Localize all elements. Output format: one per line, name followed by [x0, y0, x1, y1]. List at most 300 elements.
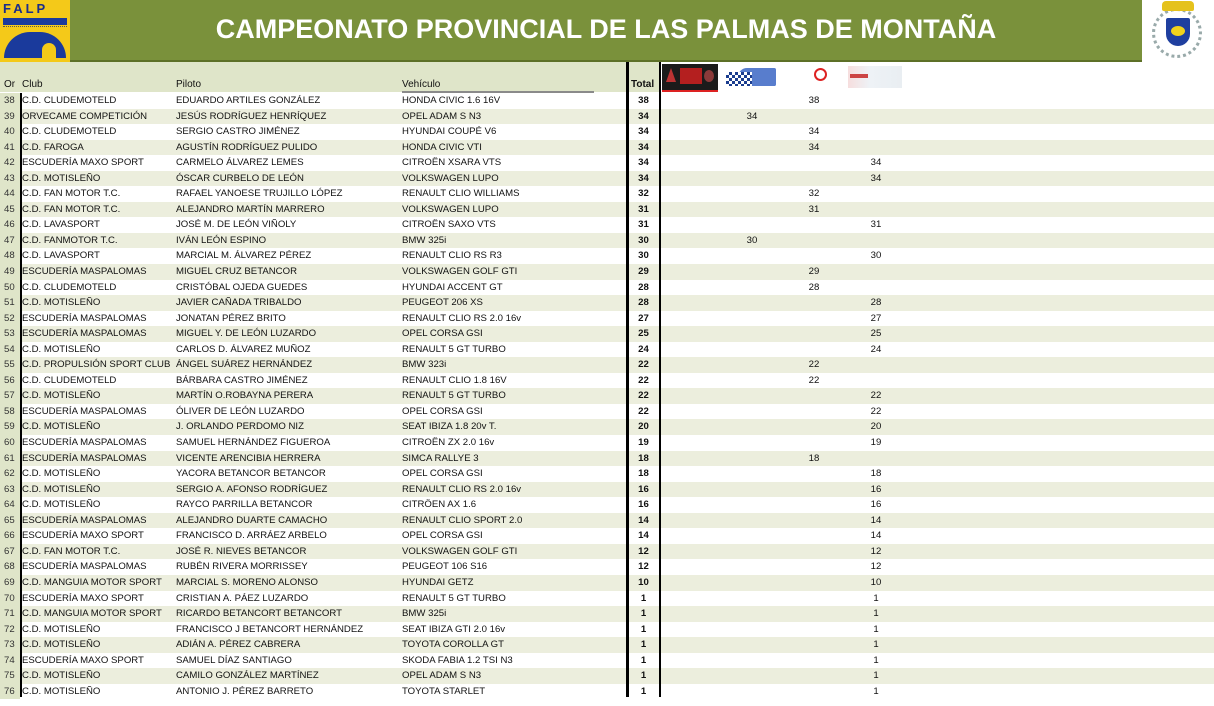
position-cell: 43 — [4, 172, 15, 184]
club-cell: C.D. FANMOTOR T.C. — [22, 234, 118, 246]
event-4-points-cell: 18 — [870, 468, 882, 480]
club-cell: C.D. MOTISLEÑO — [22, 483, 101, 495]
total-cell: 38 — [638, 95, 649, 106]
vehiculo-cell: RENAULT CLIO WILLIAMS — [402, 188, 520, 200]
position-cell: 71 — [4, 608, 15, 620]
vehiculo-cell: SKODA FABIA 1.2 TSI N3 — [402, 654, 513, 666]
event-4-points-cell: 1 — [873, 685, 879, 697]
piloto-cell: JOSÉ M. DE LEÓN VIÑOLY — [176, 219, 297, 231]
col-header-piloto: Piloto — [176, 79, 202, 90]
position-cell: 53 — [4, 328, 15, 340]
vehiculo-cell: HYUNDAI ACCENT GT — [402, 281, 503, 293]
club-cell: C.D. CLUDEMOTELD — [22, 126, 117, 138]
vehiculo-cell: SEAT IBIZA 1.8 20v T. — [402, 421, 497, 433]
position-cell: 55 — [4, 359, 15, 371]
event-4-points-cell: 19 — [870, 437, 882, 449]
position-cell: 76 — [4, 685, 15, 697]
piloto-cell: JONATAN PÉREZ BRITO — [176, 312, 286, 324]
table-row — [0, 155, 1214, 171]
piloto-cell: YACORA BETANCOR BETANCOR — [176, 468, 326, 480]
total-cell: 1 — [640, 685, 647, 697]
vehiculo-cell: BMW 323i — [402, 359, 447, 371]
piloto-cell: SERGIO A. AFONSO RODRÍGUEZ — [176, 483, 328, 495]
position-cell: 51 — [4, 297, 15, 309]
total-column-right-border — [659, 62, 661, 697]
col-header-vehiculo: Vehículo — [402, 79, 441, 90]
piloto-cell: JESÚS RODRÍGUEZ HENRÍQUEZ — [176, 110, 327, 122]
total-cell: 22 — [638, 390, 649, 402]
vehiculo-cell: OPEL ADAM S N3 — [402, 670, 482, 682]
event-4-points-cell: 1 — [873, 608, 879, 620]
total-cell: 31 — [638, 219, 649, 231]
checkered-flag-icon — [726, 72, 752, 86]
event-4-points-cell: 31 — [870, 219, 882, 231]
total-cell: 1 — [640, 592, 647, 604]
piloto-cell: SAMUEL DÍAZ SANTIAGO — [176, 654, 292, 666]
club-cell: ESCUDERÍA MAXO SPORT — [22, 530, 144, 542]
table-row — [0, 388, 1214, 404]
piloto-cell: ALEJANDRO DUARTE CAMACHO — [176, 514, 328, 526]
event-3-points-cell: 31 — [808, 203, 820, 215]
piloto-cell: SERGIO CASTRO JIMÉNEZ — [176, 126, 300, 138]
club-cell: ESCUDERÍA MASPALOMAS — [22, 437, 147, 449]
club-cell: C.D. MOTISLEÑO — [22, 685, 101, 697]
piloto-cell: CRISTIAN A. PÁEZ LUZARDO — [176, 592, 309, 604]
piloto-cell: J. ORLANDO PERDOMO NIZ — [176, 421, 304, 433]
total-cell: 1 — [640, 639, 647, 651]
total-cell: 10 — [638, 576, 649, 588]
club-cell: C.D. MOTISLEÑO — [22, 343, 101, 355]
event-4-points-cell: 1 — [873, 623, 879, 635]
position-cell: 58 — [4, 405, 15, 417]
club-cell: ESCUDERÍA MAXO SPORT — [22, 654, 144, 666]
position-cell: 70 — [4, 592, 15, 604]
piloto-cell: RAYCO PARRILLA BETANCOR — [176, 499, 313, 511]
club-cell: ESCUDERÍA MASPALOMAS — [22, 405, 147, 417]
event-4-points-cell: 22 — [870, 405, 882, 417]
total-cell: 31 — [638, 203, 649, 215]
table-row — [0, 684, 1214, 700]
vehiculo-cell: OPEL CORSA GSI — [402, 468, 483, 480]
title-band — [70, 0, 1142, 62]
vehiculo-cell: HYUNDAI COUPÉ V6 — [402, 126, 497, 138]
position-cell: 38 — [4, 95, 15, 106]
club-cell: ESCUDERÍA MASPALOMAS — [22, 312, 147, 324]
piloto-cell: ÁNGEL SUÁREZ HERNÁNDEZ — [176, 359, 313, 371]
event-3-points-cell: 34 — [808, 126, 820, 138]
position-cell: 72 — [4, 623, 15, 635]
event-2-points-cell: 34 — [746, 110, 758, 122]
position-cell: 45 — [4, 203, 15, 215]
table-row — [0, 419, 1214, 435]
vehiculo-cell: SIMCA RALLYE 3 — [402, 452, 479, 464]
vehiculo-cell: PEUGEOT 106 S16 — [402, 561, 488, 573]
club-cell: C.D. MANGUIA MOTOR SPORT — [22, 576, 162, 588]
table-row — [0, 124, 1214, 140]
club-cell: ESCUDERÍA MASPALOMAS — [22, 514, 147, 526]
club-cell: C.D. CLUDEMOTELD — [22, 374, 117, 386]
vehiculo-cell: TOYOTA STARLET — [402, 685, 486, 697]
vehiculo-cell: CITROËN XSARA VTS — [402, 157, 502, 169]
event-3-points-cell: 38 — [808, 95, 820, 106]
vehiculo-cell: VOLKSWAGEN LUPO — [402, 172, 499, 184]
piloto-cell: MIGUEL CRUZ BETANCOR — [176, 266, 297, 278]
total-cell: 19 — [638, 437, 649, 449]
event-4-points-cell: 28 — [870, 297, 882, 309]
total-cell: 22 — [638, 359, 649, 371]
table-row — [0, 217, 1214, 233]
or-column-divider — [20, 93, 22, 697]
col-header-or: Or — [4, 79, 16, 90]
position-cell: 60 — [4, 437, 15, 449]
piloto-cell: SAMUEL HERNÁNDEZ FIGUEROA — [176, 437, 331, 449]
club-cell: C.D. LAVASPORT — [22, 250, 100, 262]
total-cell: 14 — [638, 514, 649, 526]
table-row — [0, 326, 1214, 342]
position-cell: 50 — [4, 281, 15, 293]
total-cell: 30 — [638, 234, 649, 246]
position-cell: 47 — [4, 234, 15, 246]
club-cell: ESCUDERÍA MASPALOMAS — [22, 266, 147, 278]
total-cell: 28 — [638, 281, 649, 293]
vehiculo-cell: RENAULT 5 GT TURBO — [402, 343, 506, 355]
table-row — [0, 653, 1214, 669]
falp-logo-text: FALP — [3, 1, 49, 16]
event-logo-1 — [662, 64, 718, 92]
table-row — [0, 357, 1214, 373]
club-cell: ESCUDERÍA MASPALOMAS — [22, 452, 147, 464]
total-cell: 18 — [638, 468, 649, 480]
table-row — [0, 186, 1214, 202]
vehiculo-cell: HYUNDAI GETZ — [402, 576, 474, 588]
position-cell: 49 — [4, 266, 15, 278]
piloto-cell: JAVIER CAÑADA TRIBALDO — [176, 297, 302, 309]
table-row — [0, 171, 1214, 187]
vehiculo-cell: PEUGEOT 206 XS — [402, 297, 483, 309]
position-cell: 40 — [4, 126, 15, 138]
col-header-total-cell — [627, 62, 660, 92]
piloto-cell: CRISTÓBAL OJEDA GUEDES — [176, 281, 308, 293]
vehiculo-cell: RENAULT CLIO RS 2.0 16v — [402, 312, 522, 324]
vehiculo-cell: HONDA CIVIC 1.6 16V — [402, 95, 501, 106]
vehiculo-cell: CITROËN ZX 2.0 16v — [402, 437, 495, 449]
piloto-cell: ANTONIO J. PÉREZ BARRETO — [176, 685, 314, 697]
table-row — [0, 622, 1214, 638]
total-cell: 27 — [638, 312, 649, 324]
event-4-points-cell: 25 — [870, 328, 882, 340]
event-logo-3-ring-icon — [814, 68, 827, 81]
total-cell: 34 — [638, 110, 649, 122]
piloto-cell: ADIÁN A. PÉREZ CABRERA — [176, 639, 301, 651]
table-row — [0, 668, 1214, 684]
club-cell: ESCUDERÍA MAXO SPORT — [22, 592, 144, 604]
position-cell: 42 — [4, 157, 15, 169]
piloto-cell: RUBÉN RIVERA MORRISSEY — [176, 561, 308, 573]
falp-logo — [0, 0, 70, 62]
club-cell: C.D. MANGUIA MOTOR SPORT — [22, 608, 162, 620]
club-cell: C.D. FAN MOTOR T.C. — [22, 188, 121, 200]
vehiculo-cell: RENAULT 5 GT TURBO — [402, 592, 506, 604]
vehiculo-cell: RENAULT 5 GT TURBO — [402, 390, 506, 402]
position-cell: 56 — [4, 374, 15, 386]
table-row — [0, 513, 1214, 529]
table-row — [0, 264, 1214, 280]
club-cell: ORVECAME COMPETICIÓN — [22, 110, 148, 122]
total-cell: 25 — [638, 328, 649, 340]
piloto-cell: AGUSTÍN RODRÍGUEZ PULIDO — [176, 141, 318, 153]
vehiculo-cell: BMW 325i — [402, 234, 447, 246]
event-4-points-cell: 24 — [870, 343, 882, 355]
table-row — [0, 497, 1214, 513]
event-4-points-cell: 14 — [870, 514, 882, 526]
piloto-cell: MARTÍN O.ROBAYNA PERERA — [176, 390, 314, 402]
club-cell: C.D. MOTISLEÑO — [22, 172, 101, 184]
piloto-cell: VICENTE ARENCIBIA HERRERA — [176, 452, 321, 464]
piloto-cell: ALEJANDRO MARTÍN MARRERO — [176, 203, 325, 215]
event-4-points-cell: 12 — [870, 545, 882, 557]
total-cell: 1 — [640, 654, 647, 666]
piloto-cell: EDUARDO ARTILES GONZÁLEZ — [176, 95, 321, 106]
piloto-cell: ÓLIVER DE LEÓN LUZARDO — [176, 405, 305, 417]
piloto-cell: RICARDO BETANCORT BETANCORT — [176, 608, 342, 620]
table-row — [0, 451, 1214, 467]
total-cell: 1 — [640, 608, 647, 620]
club-cell: ESCUDERÍA MASPALOMAS — [22, 561, 147, 573]
position-cell: 66 — [4, 530, 15, 542]
crown-icon — [1162, 1, 1194, 11]
club-cell: ESCUDERÍA MASPALOMAS — [22, 328, 147, 340]
col-header-club: Club — [22, 79, 43, 90]
vehiculo-cell: RENAULT CLIO SPORT 2.0 — [402, 514, 523, 526]
position-cell: 46 — [4, 219, 15, 231]
event-4-points-cell: 34 — [870, 172, 882, 184]
club-cell: ESCUDERÍA MAXO SPORT — [22, 157, 144, 169]
vehiculo-cell: SEAT IBIZA GTI 2.0 16v — [402, 623, 506, 635]
table-row — [0, 248, 1214, 264]
club-cell: C.D. MOTISLEÑO — [22, 639, 101, 651]
table-row — [0, 202, 1214, 218]
table-row — [0, 140, 1214, 156]
table-row — [0, 93, 1214, 109]
event-logo-4 — [846, 64, 904, 90]
table-row — [0, 591, 1214, 607]
club-cell: C.D. MOTISLEÑO — [22, 297, 101, 309]
header-band — [0, 0, 1214, 62]
club-cell: C.D. FAROGA — [22, 141, 84, 153]
page-title: CAMPEONATO PROVINCIAL DE LAS PALMAS DE MONTAÑA — [215, 14, 997, 44]
piloto-cell: FRANCISCO D. ARRÁEZ ARBELO — [176, 530, 327, 542]
event-2-points-cell: 30 — [746, 234, 758, 246]
event-3-points-cell: 32 — [808, 188, 820, 200]
piloto-cell: MARCIAL S. MORENO ALONSO — [176, 576, 318, 588]
total-cell: 34 — [638, 141, 649, 153]
event-logo-1-emblem-icon — [704, 70, 714, 82]
vehiculo-cell: OPEL CORSA GSI — [402, 530, 483, 542]
event-4-points-cell: 20 — [870, 421, 882, 433]
event-3-points-cell: 29 — [808, 266, 820, 278]
event-4-points-cell: 22 — [870, 390, 882, 402]
event-4-points-cell: 16 — [870, 483, 882, 495]
vehiculo-cell: OPEL CORSA GSI — [402, 405, 483, 417]
piloto-cell: MARCIAL M. ÁLVAREZ PÉREZ — [176, 250, 312, 262]
club-cell: C.D. FAN MOTOR T.C. — [22, 203, 121, 215]
falp-logo-strip — [3, 18, 67, 25]
position-cell: 39 — [4, 110, 15, 122]
total-cell: 34 — [638, 172, 649, 184]
event-4-points-cell: 1 — [873, 654, 879, 666]
vehiculo-cell: HONDA CIVIC VTI — [402, 141, 482, 153]
piloto-cell: BÁRBARA CASTRO JIMÉNEZ — [176, 374, 308, 386]
position-cell: 68 — [4, 561, 15, 573]
club-cell: C.D. MOTISLEÑO — [22, 421, 101, 433]
total-cell: 1 — [640, 670, 647, 682]
club-cell: C.D. PROPULSIÓN SPORT CLUB — [22, 359, 171, 371]
standings-table — [0, 93, 1214, 699]
total-cell: 34 — [638, 157, 649, 169]
position-cell: 52 — [4, 312, 15, 324]
position-cell: 59 — [4, 421, 15, 433]
event-4-points-cell: 34 — [870, 157, 882, 169]
vehiculo-cell: VOLKSWAGEN GOLF GTI — [402, 266, 518, 278]
column-header-band — [0, 62, 627, 92]
piloto-cell: MIGUEL Y. DE LEÓN LUZARDO — [176, 328, 317, 340]
position-cell: 41 — [4, 141, 15, 153]
event-logo-2 — [724, 64, 778, 90]
event-4-points-cell: 27 — [870, 312, 882, 324]
total-column-left-border — [626, 62, 629, 697]
table-row — [0, 311, 1214, 327]
piloto-cell: FRANCISCO J BETANCORT HERNÁNDEZ — [176, 623, 364, 635]
vehiculo-cell: RENAULT CLIO RS R3 — [402, 250, 502, 262]
piloto-cell: RAFAEL YANOESE TRUJILLO LÓPEZ — [176, 188, 343, 200]
club-cell: C.D. CLUDEMOTELD — [22, 95, 117, 106]
total-cell: 32 — [638, 188, 649, 200]
col-header-total: Total — [631, 79, 655, 90]
table-row — [0, 280, 1214, 296]
shield-icon — [1166, 18, 1190, 46]
piloto-cell: IVÁN LEÓN ESPINO — [176, 234, 267, 246]
event-4-points-cell: 10 — [870, 576, 882, 588]
table-row — [0, 466, 1214, 482]
table-row — [0, 109, 1214, 125]
position-cell: 57 — [4, 390, 15, 402]
falp-logo-subtitle — [3, 26, 67, 31]
table-row — [0, 575, 1214, 591]
total-cell: 34 — [638, 126, 649, 138]
vehiculo-cell: BMW 325i — [402, 608, 447, 620]
vehiculo-cell: VOLKSWAGEN GOLF GTI — [402, 545, 518, 557]
club-cell: C.D. MOTISLEÑO — [22, 623, 101, 635]
event-3-points-cell: 22 — [808, 359, 820, 371]
position-cell: 48 — [4, 250, 15, 262]
table-row — [0, 342, 1214, 358]
table-row — [0, 544, 1214, 560]
piloto-cell: CAMILO GONZÁLEZ MARTÍNEZ — [176, 670, 319, 682]
total-cell: 28 — [638, 297, 649, 309]
total-cell: 12 — [638, 561, 649, 573]
position-cell: 65 — [4, 514, 15, 526]
vehiculo-cell: CITROËN SAXO VTS — [402, 219, 496, 231]
position-cell: 44 — [4, 188, 15, 200]
position-cell: 73 — [4, 639, 15, 651]
event-3-points-cell: 18 — [808, 452, 820, 464]
federation-crest-logo — [1142, 0, 1214, 62]
event-logo-4-label-icon — [850, 74, 868, 78]
total-cell: 30 — [638, 250, 649, 262]
total-cell: 22 — [638, 405, 649, 417]
club-cell: C.D. MOTISLEÑO — [22, 499, 101, 511]
position-cell: 63 — [4, 483, 15, 495]
event-4-points-cell: 30 — [870, 250, 882, 262]
vehiculo-cell: OPEL CORSA GSI — [402, 328, 483, 340]
total-cell: 16 — [638, 499, 649, 511]
total-cell: 24 — [638, 343, 649, 355]
event-4-points-cell: 16 — [870, 499, 882, 511]
total-cell: 18 — [638, 452, 649, 464]
position-cell: 61 — [4, 452, 15, 464]
table-row — [0, 373, 1214, 389]
event-3-points-cell: 28 — [808, 281, 820, 293]
table-row — [0, 637, 1214, 653]
table-row — [0, 606, 1214, 622]
club-cell: C.D. MOTISLEÑO — [22, 670, 101, 682]
table-row — [0, 233, 1214, 249]
car-silhouette-icon — [4, 32, 66, 58]
vehiculo-cell: TOYOTA COROLLA GT — [402, 639, 505, 651]
position-cell: 74 — [4, 654, 15, 666]
vehiculo-cell: RENAULT CLIO RS 2.0 16v — [402, 483, 522, 495]
piloto-cell: CARLOS D. ÁLVAREZ MUÑOZ — [176, 343, 311, 355]
event-3-points-cell: 22 — [808, 374, 820, 386]
position-cell: 64 — [4, 499, 15, 511]
position-cell: 62 — [4, 468, 15, 480]
piloto-cell: ÓSCAR CURBELO DE LEÓN — [176, 172, 304, 184]
total-cell: 29 — [638, 266, 649, 278]
club-cell: C.D. MOTISLEÑO — [22, 390, 101, 402]
table-row — [0, 528, 1214, 544]
event-4-points-cell: 1 — [873, 670, 879, 682]
vehiculo-cell: VOLKSWAGEN LUPO — [402, 203, 499, 215]
event-4-points-cell: 1 — [873, 592, 879, 604]
total-cell: 22 — [638, 374, 649, 386]
event-logo-3 — [800, 64, 830, 90]
vehiculo-cell: CITRÖEN AX 1.6 — [402, 499, 477, 511]
piloto-cell: CARMELO ÁLVAREZ LEMES — [176, 157, 304, 169]
position-cell: 67 — [4, 545, 15, 557]
vehiculo-cell: RENAULT CLIO 1.8 16V — [402, 374, 507, 386]
table-row — [0, 435, 1214, 451]
position-cell: 75 — [4, 670, 15, 682]
position-cell: 69 — [4, 576, 15, 588]
table-row — [0, 404, 1214, 420]
event-4-points-cell: 14 — [870, 530, 882, 542]
club-cell: C.D. LAVASPORT — [22, 219, 100, 231]
event-4-points-cell: 1 — [873, 639, 879, 651]
total-cell: 12 — [638, 545, 649, 557]
total-cell: 1 — [640, 623, 647, 635]
club-cell: C.D. CLUDEMOTELD — [22, 281, 117, 293]
table-row — [0, 482, 1214, 498]
total-cell: 14 — [638, 530, 649, 542]
event-4-points-cell: 12 — [870, 561, 882, 573]
club-cell: C.D. FAN MOTOR T.C. — [22, 545, 121, 557]
position-cell: 54 — [4, 343, 15, 355]
club-cell: C.D. MOTISLEÑO — [22, 468, 101, 480]
total-cell: 20 — [638, 421, 649, 433]
piloto-cell: JOSÉ R. NIEVES BETANCOR — [176, 545, 307, 557]
vehiculo-cell: OPEL ADAM S N3 — [402, 110, 482, 122]
table-row — [0, 295, 1214, 311]
